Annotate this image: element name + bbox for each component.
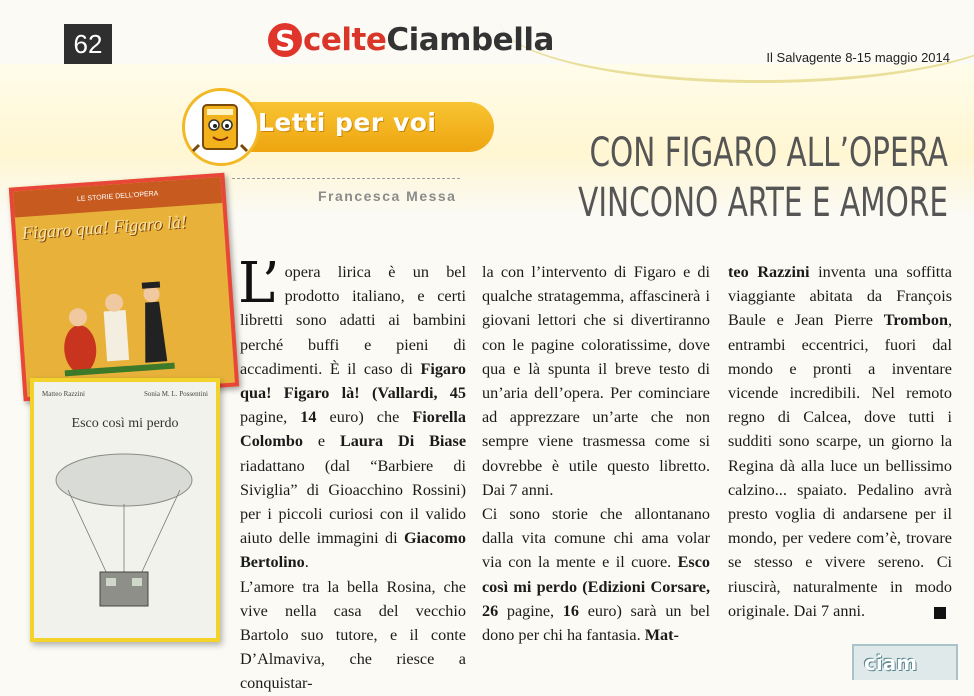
opera-characters-illustration — [53, 271, 180, 379]
book-cover-title: Figaro qua! Figaro là! — [21, 211, 188, 243]
article-paragraph-3-continued: teo Razzini inventa una soffitta viaggiante abitata da François Baule e Jean Pierre Trombon, entrambi eccentrici, fuori dal mondo e pronti a inventare vicende incredibili. Nel remoto regno di Calcea, dove tutti i sudditi sono scarpe, un giorno la Regina dà alla luce un bellissimo calzino... spaiato. Pedalino avrà presto voglia di andarsene per il mondo, per vedere com’è, trovare se stesso e vivere sereno. Ci riuscirà, naturalmente in modo originale. Dai 7 anni. — [728, 263, 952, 620]
book-author-right: Sonia M. L. Possentini — [144, 390, 208, 398]
brand-word-scelte: celte — [303, 22, 387, 58]
headline-line-1: CON FIGARO ALL’OPERA — [589, 130, 948, 176]
article-column-3 — [728, 260, 952, 623]
article-paragraph-2-continued: la con l’intervento di Figaro e di qualche stratagemma, affascinerà i giovani lettori che si divertiranno con le pagine coloratissime, dove qua e là spunta il breve testo di un’aria dell’opera. Per cominciare ad apprezzare un’arte che non sempre viene trasmessa come si dovrebbe è utile questo libretto. Dai 7 anni. — [482, 263, 710, 499]
article-paragraph-1 — [238, 251, 467, 575]
brand-s-badge: S — [268, 23, 302, 57]
article-paragraph-3-start: Ci sono storie che allontanano dalla vita comune chi ama volar via con la mente e il cuore. Esco così mi perdo (Edizioni Corsare, 26 pagine, 16 euro) sarà un bel dono per chi ha fantasia. Mat- — [482, 505, 710, 645]
article-end-mark — [934, 607, 946, 619]
book-cover-figaro — [9, 173, 239, 402]
airship-illustration — [48, 446, 200, 626]
brand-word-ciambella: Ciambella — [386, 22, 554, 58]
book-cover-title: Esco così mi perdo — [71, 416, 179, 431]
paragraph-1-text: opera lirica è un bel prodotto italiano, e certi libretti sono adatti ai bambini perché buffi e pieni di accadimenti. È il caso di Figaro qua! Figaro là! (Vallardi, 45 pagine, 14 euro) che Fiorella Colombo e Laura Di Biase riadattano (dal “Barbiere di Siviglia” di Gioacchino Rossini) per i piccoli curiosi con il valido aiuto delle immagini di Giacomo Bertolino. — [240, 263, 467, 572]
book-cover-esco-cosi-mi-perdo — [30, 378, 220, 642]
article-column-1 — [238, 251, 467, 696]
divider — [232, 178, 460, 179]
article-paragraph-2-start: L’amore tra la bella Rosina, che vive nella casa del vecchio Bartolo suo tutore, e il conte D’Almaviva, che riesce a conquistar- — [240, 577, 466, 693]
headline-line-2: VINCONO ARTE E AMORE — [578, 180, 948, 226]
book-mascot-icon — [182, 88, 260, 166]
book-author-left: Matteo Razzini — [42, 390, 85, 398]
author-byline: Francesca Messa — [318, 188, 457, 204]
page-number: 62 — [64, 24, 112, 64]
article-headline — [578, 128, 948, 228]
drop-cap: L’ — [238, 251, 280, 316]
section-tab: ciam — [852, 644, 958, 680]
magazine-rubric-logo — [268, 18, 554, 62]
article-column-2 — [482, 260, 710, 647]
book-series-label: LE STORIE DELL’OPERA — [13, 177, 222, 217]
section-title: Letti per voi — [258, 108, 437, 137]
issue-info: Il Salvagente 8-15 maggio 2014 — [766, 50, 950, 65]
